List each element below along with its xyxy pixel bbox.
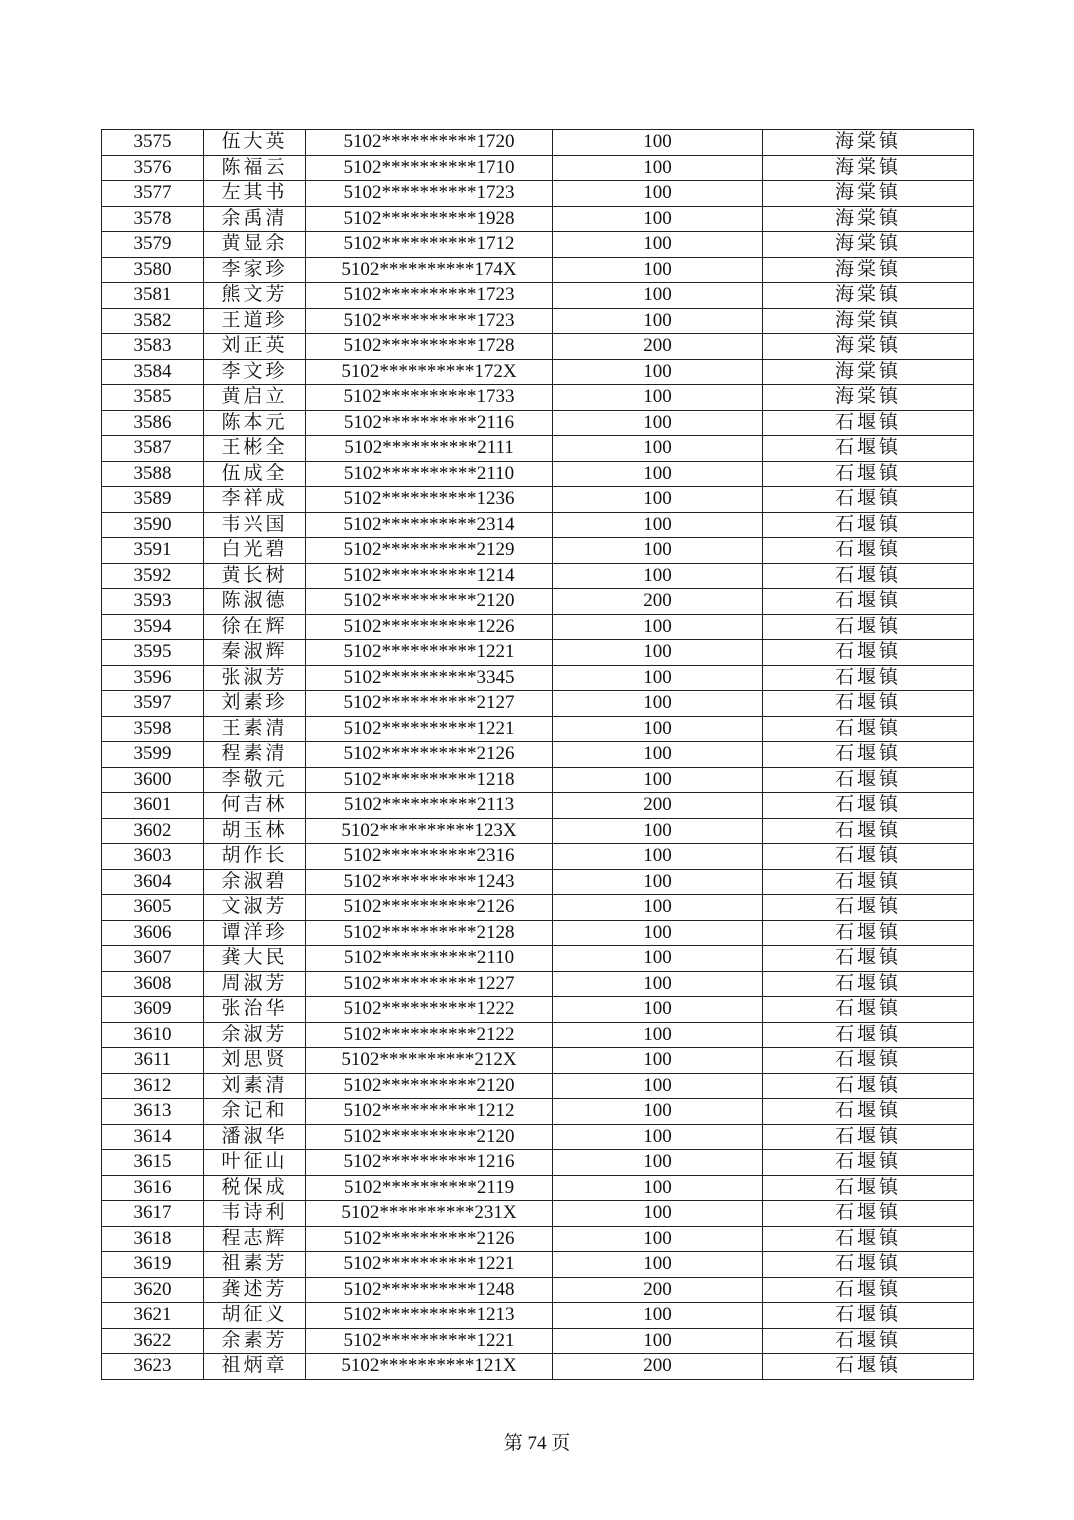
- id-number-cell: 5102**********2116: [306, 410, 553, 436]
- row-number-cell: 3590: [102, 512, 204, 538]
- id-number-cell: 5102**********3345: [306, 665, 553, 691]
- row-number-cell: 3586: [102, 410, 204, 436]
- row-number-cell: 3579: [102, 232, 204, 258]
- town-cell: 石堰镇: [763, 461, 974, 487]
- name-cell: 李敬元: [204, 767, 306, 793]
- row-number-cell: 3614: [102, 1124, 204, 1150]
- row-number-cell: 3612: [102, 1073, 204, 1099]
- id-number-cell: 5102**********1221: [306, 1252, 553, 1278]
- name-cell: 李家珍: [204, 257, 306, 283]
- table-row: [102, 232, 974, 258]
- id-number-cell: 5102**********1218: [306, 767, 553, 793]
- amount-cell: 100: [553, 563, 763, 589]
- id-number-cell: 5102**********1222: [306, 997, 553, 1023]
- row-number-cell: 3577: [102, 181, 204, 207]
- name-cell: 谭洋珍: [204, 920, 306, 946]
- town-cell: 石堰镇: [763, 410, 974, 436]
- town-cell: 海棠镇: [763, 232, 974, 258]
- name-cell: 潘淑华: [204, 1124, 306, 1150]
- town-cell: 石堰镇: [763, 971, 974, 997]
- id-number-cell: 5102**********1221: [306, 640, 553, 666]
- amount-cell: 100: [553, 665, 763, 691]
- amount-cell: 100: [553, 206, 763, 232]
- row-number-cell: 3596: [102, 665, 204, 691]
- row-number-cell: 3605: [102, 895, 204, 921]
- name-cell: 王彬全: [204, 436, 306, 462]
- table-row: [102, 1277, 974, 1303]
- town-cell: 石堰镇: [763, 589, 974, 615]
- amount-cell: 100: [553, 1022, 763, 1048]
- name-cell: 祖素芳: [204, 1252, 306, 1278]
- name-cell: 韦兴国: [204, 512, 306, 538]
- row-number-cell: 3594: [102, 614, 204, 640]
- id-number-cell: 5102**********212X: [306, 1048, 553, 1074]
- town-cell: 石堰镇: [763, 538, 974, 564]
- row-number-cell: 3581: [102, 283, 204, 309]
- id-number-cell: 5102**********1214: [306, 563, 553, 589]
- id-number-cell: 5102**********1712: [306, 232, 553, 258]
- id-number-cell: 5102**********1723: [306, 283, 553, 309]
- table-row: [102, 1073, 974, 1099]
- name-cell: 税保成: [204, 1175, 306, 1201]
- id-number-cell: 5102**********1733: [306, 385, 553, 411]
- row-number-cell: 3576: [102, 155, 204, 181]
- town-cell: 石堰镇: [763, 614, 974, 640]
- row-number-cell: 3598: [102, 716, 204, 742]
- name-cell: 秦淑辉: [204, 640, 306, 666]
- name-cell: 伍大英: [204, 130, 306, 156]
- row-number-cell: 3582: [102, 308, 204, 334]
- table-row: [102, 1048, 974, 1074]
- town-cell: 石堰镇: [763, 1175, 974, 1201]
- amount-cell: 100: [553, 971, 763, 997]
- id-number-cell: 5102**********172X: [306, 359, 553, 385]
- town-cell: 石堰镇: [763, 1022, 974, 1048]
- name-cell: 李文珍: [204, 359, 306, 385]
- table-row: [102, 130, 974, 156]
- row-number-cell: 3623: [102, 1354, 204, 1380]
- table-row: [102, 818, 974, 844]
- table-row: [102, 206, 974, 232]
- name-cell: 左其书: [204, 181, 306, 207]
- table-row: [102, 1354, 974, 1380]
- row-number-cell: 3601: [102, 793, 204, 819]
- town-cell: 石堰镇: [763, 512, 974, 538]
- table-row: [102, 946, 974, 972]
- table-row: [102, 691, 974, 717]
- row-number-cell: 3580: [102, 257, 204, 283]
- row-number-cell: 3616: [102, 1175, 204, 1201]
- amount-cell: 100: [553, 869, 763, 895]
- town-cell: 石堰镇: [763, 1252, 974, 1278]
- amount-cell: 100: [553, 1201, 763, 1227]
- town-cell: 海棠镇: [763, 181, 974, 207]
- town-cell: 石堰镇: [763, 716, 974, 742]
- name-cell: 张淑芳: [204, 665, 306, 691]
- name-cell: 刘素清: [204, 1073, 306, 1099]
- id-number-cell: 5102**********2120: [306, 589, 553, 615]
- table-row: [102, 1201, 974, 1227]
- row-number-cell: 3592: [102, 563, 204, 589]
- id-number-cell: 5102**********1720: [306, 130, 553, 156]
- amount-cell: 100: [553, 767, 763, 793]
- id-number-cell: 5102**********1243: [306, 869, 553, 895]
- id-number-cell: 5102**********1221: [306, 1328, 553, 1354]
- amount-cell: 200: [553, 1354, 763, 1380]
- row-number-cell: 3591: [102, 538, 204, 564]
- name-cell: 何吉林: [204, 793, 306, 819]
- amount-cell: 200: [553, 589, 763, 615]
- amount-cell: 100: [553, 487, 763, 513]
- id-number-cell: 5102**********2119: [306, 1175, 553, 1201]
- town-cell: 石堰镇: [763, 665, 974, 691]
- id-number-cell: 5102**********121X: [306, 1354, 553, 1380]
- town-cell: 石堰镇: [763, 1124, 974, 1150]
- table-row: [102, 334, 974, 360]
- id-number-cell: 5102**********2128: [306, 920, 553, 946]
- row-number-cell: 3578: [102, 206, 204, 232]
- name-cell: 刘素珍: [204, 691, 306, 717]
- table-row: [102, 767, 974, 793]
- amount-cell: 100: [553, 946, 763, 972]
- town-cell: 海棠镇: [763, 308, 974, 334]
- amount-cell: 100: [553, 1150, 763, 1176]
- name-cell: 余淑碧: [204, 869, 306, 895]
- name-cell: 伍成全: [204, 461, 306, 487]
- amount-cell: 100: [553, 1226, 763, 1252]
- amount-cell: 100: [553, 844, 763, 870]
- amount-cell: 100: [553, 640, 763, 666]
- row-number-cell: 3597: [102, 691, 204, 717]
- town-cell: 石堰镇: [763, 869, 974, 895]
- table-row: [102, 1150, 974, 1176]
- name-cell: 龚述芳: [204, 1277, 306, 1303]
- id-number-cell: 5102**********1723: [306, 181, 553, 207]
- town-cell: 海棠镇: [763, 359, 974, 385]
- name-cell: 黄长树: [204, 563, 306, 589]
- id-number-cell: 5102**********1213: [306, 1303, 553, 1329]
- amount-cell: 200: [553, 793, 763, 819]
- amount-cell: 100: [553, 1303, 763, 1329]
- name-cell: 王素清: [204, 716, 306, 742]
- table-row: [102, 640, 974, 666]
- table-row: [102, 538, 974, 564]
- town-cell: 石堰镇: [763, 1354, 974, 1380]
- table-row: [102, 359, 974, 385]
- id-number-cell: 5102**********1723: [306, 308, 553, 334]
- name-cell: 黄显余: [204, 232, 306, 258]
- town-cell: 石堰镇: [763, 793, 974, 819]
- row-number-cell: 3589: [102, 487, 204, 513]
- id-number-cell: 5102**********1212: [306, 1099, 553, 1125]
- town-cell: 海棠镇: [763, 130, 974, 156]
- table-row: [102, 1099, 974, 1125]
- row-number-cell: 3602: [102, 818, 204, 844]
- amount-cell: 100: [553, 232, 763, 258]
- town-cell: 海棠镇: [763, 155, 974, 181]
- row-number-cell: 3611: [102, 1048, 204, 1074]
- table-row: [102, 487, 974, 513]
- amount-cell: 100: [553, 1175, 763, 1201]
- amount-cell: 100: [553, 283, 763, 309]
- name-cell: 文淑芳: [204, 895, 306, 921]
- id-number-cell: 5102**********231X: [306, 1201, 553, 1227]
- row-number-cell: 3610: [102, 1022, 204, 1048]
- name-cell: 李祥成: [204, 487, 306, 513]
- name-cell: 白光碧: [204, 538, 306, 564]
- amount-cell: 200: [553, 1277, 763, 1303]
- row-number-cell: 3603: [102, 844, 204, 870]
- amount-cell: 100: [553, 436, 763, 462]
- town-cell: 石堰镇: [763, 1099, 974, 1125]
- table-row: [102, 461, 974, 487]
- town-cell: 石堰镇: [763, 895, 974, 921]
- table-row: [102, 1328, 974, 1354]
- town-cell: 石堰镇: [763, 1201, 974, 1227]
- town-cell: 石堰镇: [763, 563, 974, 589]
- id-number-cell: 5102**********2122: [306, 1022, 553, 1048]
- town-cell: 海棠镇: [763, 334, 974, 360]
- town-cell: 石堰镇: [763, 767, 974, 793]
- town-cell: 石堰镇: [763, 1277, 974, 1303]
- row-number-cell: 3615: [102, 1150, 204, 1176]
- row-number-cell: 3620: [102, 1277, 204, 1303]
- name-cell: 胡作长: [204, 844, 306, 870]
- amount-cell: 100: [553, 181, 763, 207]
- id-number-cell: 5102**********2316: [306, 844, 553, 870]
- id-number-cell: 5102**********2110: [306, 461, 553, 487]
- table-row: [102, 563, 974, 589]
- amount-cell: 100: [553, 385, 763, 411]
- name-cell: 刘思贤: [204, 1048, 306, 1074]
- row-number-cell: 3588: [102, 461, 204, 487]
- id-number-cell: 5102**********2126: [306, 895, 553, 921]
- name-cell: 王道珍: [204, 308, 306, 334]
- table-row: [102, 665, 974, 691]
- town-cell: 海棠镇: [763, 283, 974, 309]
- id-number-cell: 5102**********2120: [306, 1073, 553, 1099]
- table-row: [102, 410, 974, 436]
- amount-cell: 100: [553, 1073, 763, 1099]
- row-number-cell: 3613: [102, 1099, 204, 1125]
- name-cell: 余淑芳: [204, 1022, 306, 1048]
- town-cell: 石堰镇: [763, 1303, 974, 1329]
- amount-cell: 100: [553, 818, 763, 844]
- table-row: [102, 793, 974, 819]
- name-cell: 陈本元: [204, 410, 306, 436]
- amount-cell: 100: [553, 1099, 763, 1125]
- amount-cell: 100: [553, 130, 763, 156]
- name-cell: 陈淑德: [204, 589, 306, 615]
- id-number-cell: 5102**********1728: [306, 334, 553, 360]
- town-cell: 石堰镇: [763, 691, 974, 717]
- id-number-cell: 5102**********2126: [306, 1226, 553, 1252]
- amount-cell: 100: [553, 920, 763, 946]
- amount-cell: 100: [553, 997, 763, 1023]
- id-number-cell: 5102**********2120: [306, 1124, 553, 1150]
- row-number-cell: 3587: [102, 436, 204, 462]
- id-number-cell: 5102**********2314: [306, 512, 553, 538]
- town-cell: 石堰镇: [763, 436, 974, 462]
- roster-table: [101, 129, 974, 1380]
- name-cell: 张治华: [204, 997, 306, 1023]
- town-cell: 石堰镇: [763, 997, 974, 1023]
- amount-cell: 100: [553, 257, 763, 283]
- id-number-cell: 5102**********1227: [306, 971, 553, 997]
- table-row: [102, 1226, 974, 1252]
- row-number-cell: 3600: [102, 767, 204, 793]
- id-number-cell: 5102**********1236: [306, 487, 553, 513]
- row-number-cell: 3618: [102, 1226, 204, 1252]
- row-number-cell: 3617: [102, 1201, 204, 1227]
- table-row: [102, 181, 974, 207]
- town-cell: 石堰镇: [763, 946, 974, 972]
- amount-cell: 100: [553, 716, 763, 742]
- name-cell: 黄启立: [204, 385, 306, 411]
- name-cell: 余禹清: [204, 206, 306, 232]
- row-number-cell: 3595: [102, 640, 204, 666]
- town-cell: 石堰镇: [763, 487, 974, 513]
- table-row: [102, 155, 974, 181]
- town-cell: 石堰镇: [763, 1328, 974, 1354]
- id-number-cell: 5102**********1226: [306, 614, 553, 640]
- amount-cell: 100: [553, 1048, 763, 1074]
- amount-cell: 100: [553, 410, 763, 436]
- id-number-cell: 5102**********1928: [306, 206, 553, 232]
- town-cell: 石堰镇: [763, 1226, 974, 1252]
- town-cell: 海棠镇: [763, 385, 974, 411]
- name-cell: 程志辉: [204, 1226, 306, 1252]
- id-number-cell: 5102**********1221: [306, 716, 553, 742]
- row-number-cell: 3622: [102, 1328, 204, 1354]
- id-number-cell: 5102**********2126: [306, 742, 553, 768]
- amount-cell: 200: [553, 334, 763, 360]
- table-row: [102, 742, 974, 768]
- amount-cell: 100: [553, 691, 763, 717]
- town-cell: 石堰镇: [763, 920, 974, 946]
- town-cell: 石堰镇: [763, 1048, 974, 1074]
- table-row: [102, 257, 974, 283]
- table-row: [102, 1175, 974, 1201]
- row-number-cell: 3593: [102, 589, 204, 615]
- table-row: [102, 283, 974, 309]
- row-number-cell: 3608: [102, 971, 204, 997]
- table-row: [102, 589, 974, 615]
- amount-cell: 100: [553, 461, 763, 487]
- id-number-cell: 5102**********2110: [306, 946, 553, 972]
- id-number-cell: 5102**********1710: [306, 155, 553, 181]
- town-cell: 石堰镇: [763, 742, 974, 768]
- id-number-cell: 5102**********2111: [306, 436, 553, 462]
- name-cell: 程素清: [204, 742, 306, 768]
- id-number-cell: 5102**********2127: [306, 691, 553, 717]
- town-cell: 海棠镇: [763, 257, 974, 283]
- name-cell: 熊文芳: [204, 283, 306, 309]
- town-cell: 海棠镇: [763, 206, 974, 232]
- amount-cell: 100: [553, 1252, 763, 1278]
- id-number-cell: 5102**********174X: [306, 257, 553, 283]
- table-row: [102, 895, 974, 921]
- town-cell: 石堰镇: [763, 844, 974, 870]
- amount-cell: 100: [553, 1328, 763, 1354]
- amount-cell: 100: [553, 1124, 763, 1150]
- page-number: 第 74 页: [503, 1433, 571, 1454]
- table-row: [102, 308, 974, 334]
- name-cell: 徐在辉: [204, 614, 306, 640]
- id-number-cell: 5102**********1216: [306, 1150, 553, 1176]
- table-row: [102, 920, 974, 946]
- name-cell: 胡征义: [204, 1303, 306, 1329]
- row-number-cell: 3599: [102, 742, 204, 768]
- amount-cell: 100: [553, 155, 763, 181]
- amount-cell: 100: [553, 512, 763, 538]
- amount-cell: 100: [553, 895, 763, 921]
- table-row: [102, 1124, 974, 1150]
- name-cell: 周淑芳: [204, 971, 306, 997]
- table-row: [102, 385, 974, 411]
- row-number-cell: 3583: [102, 334, 204, 360]
- table-row: [102, 844, 974, 870]
- table-row: [102, 971, 974, 997]
- row-number-cell: 3621: [102, 1303, 204, 1329]
- table-row: [102, 997, 974, 1023]
- table-row: [102, 436, 974, 462]
- table-row: [102, 869, 974, 895]
- row-number-cell: 3604: [102, 869, 204, 895]
- amount-cell: 100: [553, 538, 763, 564]
- row-number-cell: 3606: [102, 920, 204, 946]
- amount-cell: 100: [553, 359, 763, 385]
- id-number-cell: 5102**********1248: [306, 1277, 553, 1303]
- name-cell: 韦诗利: [204, 1201, 306, 1227]
- town-cell: 石堰镇: [763, 1150, 974, 1176]
- name-cell: 胡玉林: [204, 818, 306, 844]
- table-row: [102, 1252, 974, 1278]
- town-cell: 石堰镇: [763, 818, 974, 844]
- id-number-cell: 5102**********123X: [306, 818, 553, 844]
- table-row: [102, 614, 974, 640]
- row-number-cell: 3584: [102, 359, 204, 385]
- name-cell: 余素芳: [204, 1328, 306, 1354]
- name-cell: 陈福云: [204, 155, 306, 181]
- id-number-cell: 5102**********2129: [306, 538, 553, 564]
- amount-cell: 100: [553, 308, 763, 334]
- amount-cell: 100: [553, 742, 763, 768]
- row-number-cell: 3619: [102, 1252, 204, 1278]
- row-number-cell: 3575: [102, 130, 204, 156]
- town-cell: 石堰镇: [763, 640, 974, 666]
- name-cell: 龚大民: [204, 946, 306, 972]
- name-cell: 祖炳章: [204, 1354, 306, 1380]
- table-row: [102, 716, 974, 742]
- row-number-cell: 3607: [102, 946, 204, 972]
- table-row: [102, 1303, 974, 1329]
- town-cell: 石堰镇: [763, 1073, 974, 1099]
- table-row: [102, 1022, 974, 1048]
- table-row: [102, 512, 974, 538]
- row-number-cell: 3585: [102, 385, 204, 411]
- name-cell: 刘正英: [204, 334, 306, 360]
- name-cell: 余记和: [204, 1099, 306, 1125]
- name-cell: 叶征山: [204, 1150, 306, 1176]
- amount-cell: 100: [553, 614, 763, 640]
- roster-table-body: [102, 130, 974, 1380]
- row-number-cell: 3609: [102, 997, 204, 1023]
- id-number-cell: 5102**********2113: [306, 793, 553, 819]
